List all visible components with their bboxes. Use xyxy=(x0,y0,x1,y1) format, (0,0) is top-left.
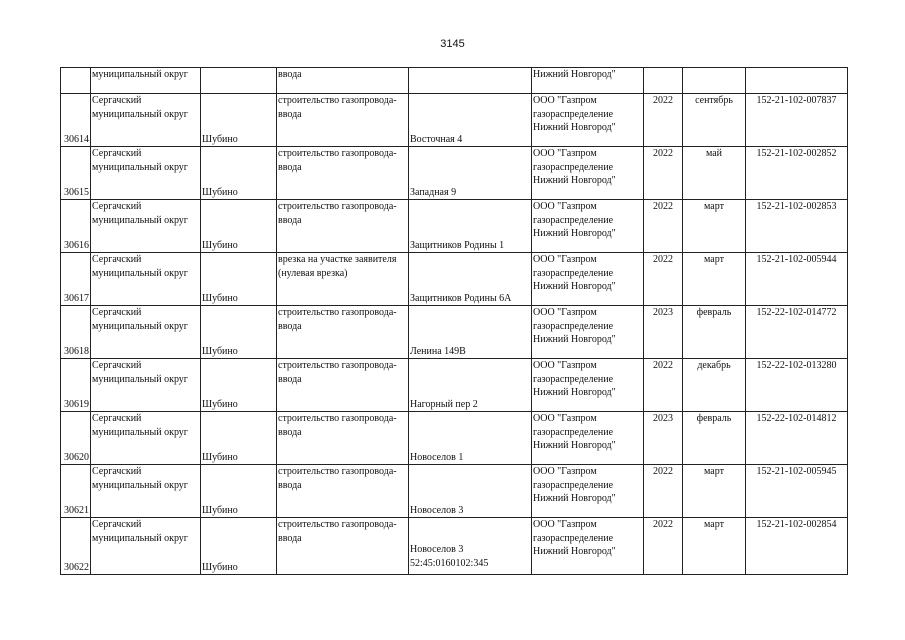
cell-month xyxy=(683,253,746,306)
cell-code xyxy=(746,465,848,518)
cell-address xyxy=(409,412,532,465)
month-text: февраль xyxy=(696,307,732,318)
application-code: 152-21-102-005944 xyxy=(756,254,837,265)
work-type-line-1: строительство газопровода- xyxy=(278,148,397,159)
organization-line-1: ООО "Газпром xyxy=(533,95,597,106)
application-code: 152-21-102-007837 xyxy=(756,95,837,106)
month-text: март xyxy=(704,254,724,265)
work-type-line-2: ввода xyxy=(278,320,302,332)
settlement-text: Шубино xyxy=(202,239,238,251)
table-row-continued xyxy=(61,68,848,94)
year-text: 2022 xyxy=(653,148,673,159)
address-line-1: Защитников Родины 1 xyxy=(410,239,505,251)
cell-year xyxy=(644,412,683,465)
cell-year xyxy=(644,200,683,253)
organization-line-1: ООО "Газпром xyxy=(533,519,597,530)
cell-code xyxy=(746,94,848,147)
address-line-1: Новоселов 3 xyxy=(410,504,464,516)
row-number: 30621 xyxy=(64,504,89,516)
cell-settlement xyxy=(201,94,277,147)
region-type: муниципальный округ xyxy=(92,426,188,438)
cell-work-type xyxy=(277,465,409,518)
cell-organization xyxy=(532,94,644,147)
cell-organization xyxy=(532,147,644,200)
region-type: муниципальный округ xyxy=(92,161,188,173)
organization-text: Нижний Новгород" xyxy=(533,69,616,80)
month-text: март xyxy=(704,201,724,212)
organization-line-2: газораспределение xyxy=(533,161,614,173)
address-line-1: Ленина 149В xyxy=(410,345,466,357)
cell-month xyxy=(683,147,746,200)
application-code: 152-22-102-014812 xyxy=(756,413,837,424)
settlement-text: Шубино xyxy=(202,561,238,573)
region-text: муниципальный округ xyxy=(92,69,188,80)
cell-region xyxy=(91,412,201,465)
year-text: 2022 xyxy=(653,95,673,106)
cell-address xyxy=(409,359,532,412)
cell-number xyxy=(61,359,91,412)
organization-line-2: газораспределение xyxy=(533,267,614,279)
year-text: 2023 xyxy=(653,413,673,424)
address-line-1: Западная 9 xyxy=(410,186,457,198)
year-text: 2022 xyxy=(653,254,673,265)
row-number: 30617 xyxy=(64,292,89,304)
cell-year xyxy=(644,306,683,359)
region-name: Сергачский xyxy=(92,360,142,371)
organization-line-3: Нижний Новгород" xyxy=(533,440,616,451)
settlement-text: Шубино xyxy=(202,504,238,516)
cell-region xyxy=(91,465,201,518)
organization-line-2: газораспределение xyxy=(533,373,614,385)
cell-number xyxy=(61,94,91,147)
organization-line-3: Нижний Новгород" xyxy=(533,334,616,345)
application-code: 152-22-102-013280 xyxy=(756,360,837,371)
row-number: 30615 xyxy=(64,186,89,198)
organization-line-3: Нижний Новгород" xyxy=(533,175,616,186)
settlement-text: Шубино xyxy=(202,345,238,357)
cell-organization xyxy=(532,412,644,465)
cell-month xyxy=(683,412,746,465)
cell-address xyxy=(409,94,532,147)
year-text: 2022 xyxy=(653,360,673,371)
organization-line-3: Нижний Новгород" xyxy=(533,122,616,133)
cell-work-type xyxy=(277,147,409,200)
year-text: 2022 xyxy=(653,201,673,212)
work-type-line-1: строительство газопровода- xyxy=(278,201,397,212)
cell-code xyxy=(746,68,848,94)
cell-region xyxy=(91,306,201,359)
year-text: 2022 xyxy=(653,466,673,477)
cell-year xyxy=(644,359,683,412)
cell-code xyxy=(746,306,848,359)
month-text: сентябрь xyxy=(695,95,733,106)
settlement-text: Шубино xyxy=(202,398,238,410)
cell-work-type xyxy=(277,68,409,94)
work-type-line-2: ввода xyxy=(278,108,302,120)
organization-line-3: Нижний Новгород" xyxy=(533,546,616,557)
cell-address xyxy=(409,518,532,575)
region-type: муниципальный округ xyxy=(92,479,188,491)
cell-number xyxy=(61,465,91,518)
row-number: 30619 xyxy=(64,398,89,410)
cell-settlement xyxy=(201,306,277,359)
cell-number xyxy=(61,200,91,253)
year-text: 2023 xyxy=(653,307,673,318)
cell-address xyxy=(409,306,532,359)
address-line-2: 52:45:0160102:345 xyxy=(410,557,489,569)
month-text: февраль xyxy=(696,413,732,424)
cell-work-type xyxy=(277,200,409,253)
cell-code xyxy=(746,147,848,200)
organization-line-1: ООО "Газпром xyxy=(533,254,597,265)
cell-year xyxy=(644,465,683,518)
region-type: муниципальный округ xyxy=(92,214,188,226)
cell-region xyxy=(91,94,201,147)
settlement-text: Шубино xyxy=(202,186,238,198)
cell-month xyxy=(683,94,746,147)
organization-line-1: ООО "Газпром xyxy=(533,360,597,371)
region-name: Сергачский xyxy=(92,148,142,159)
row-number: 30616 xyxy=(64,239,89,251)
table-row xyxy=(61,412,848,465)
row-number: 30622 xyxy=(64,561,89,573)
organization-line-1: ООО "Газпром xyxy=(533,307,597,318)
organization-line-1: ООО "Газпром xyxy=(533,148,597,159)
cell-code xyxy=(746,200,848,253)
cell-organization xyxy=(532,253,644,306)
address-line-1: Новоселов 3 xyxy=(410,544,464,555)
region-type: муниципальный округ xyxy=(92,373,188,385)
cell-address xyxy=(409,465,532,518)
cell-month xyxy=(683,68,746,94)
cell-code xyxy=(746,253,848,306)
row-number: 30618 xyxy=(64,345,89,357)
cell-region xyxy=(91,68,201,94)
address-line-1: Новоселов 1 xyxy=(410,451,464,463)
work-type-line-1: строительство газопровода- xyxy=(278,519,397,530)
cell-organization xyxy=(532,359,644,412)
work-type-line-1: строительство газопровода- xyxy=(278,307,397,318)
cell-number xyxy=(61,306,91,359)
organization-line-2: газораспределение xyxy=(533,479,614,491)
page-number: 3145 xyxy=(440,38,465,50)
region-type: муниципальный округ xyxy=(92,267,188,279)
settlement-text: Шубино xyxy=(202,133,238,145)
row-number: 30614 xyxy=(64,133,89,145)
month-text: декабрь xyxy=(697,360,731,371)
cell-number xyxy=(61,518,91,575)
cell-work-type xyxy=(277,359,409,412)
work-type-line-2: ввода xyxy=(278,161,302,173)
cell-number xyxy=(61,68,91,94)
cell-settlement xyxy=(201,518,277,575)
work-type-line-1: строительство газопровода- xyxy=(278,466,397,477)
table-row xyxy=(61,306,848,359)
cell-year xyxy=(644,518,683,575)
table-row xyxy=(61,147,848,200)
cell-region xyxy=(91,200,201,253)
cell-month xyxy=(683,306,746,359)
cell-code xyxy=(746,412,848,465)
work-type-text: ввода xyxy=(278,69,302,80)
cell-month xyxy=(683,359,746,412)
month-text: март xyxy=(704,519,724,530)
cell-work-type xyxy=(277,94,409,147)
cell-number xyxy=(61,147,91,200)
organization-line-3: Нижний Новгород" xyxy=(533,493,616,504)
year-text: 2022 xyxy=(653,519,673,530)
cell-work-type xyxy=(277,518,409,575)
month-text: март xyxy=(704,466,724,477)
organization-line-3: Нижний Новгород" xyxy=(533,281,616,292)
table-row xyxy=(61,253,848,306)
cell-month xyxy=(683,518,746,575)
cell-work-type xyxy=(277,412,409,465)
region-type: муниципальный округ xyxy=(92,108,188,120)
cell-region xyxy=(91,253,201,306)
organization-line-1: ООО "Газпром xyxy=(533,413,597,424)
region-type: муниципальный округ xyxy=(92,320,188,332)
organization-line-2: газораспределение xyxy=(533,426,614,438)
cell-settlement xyxy=(201,253,277,306)
cell-year xyxy=(644,68,683,94)
cell-region xyxy=(91,518,201,575)
application-code: 152-22-102-014772 xyxy=(756,307,837,318)
table-row xyxy=(61,200,848,253)
organization-line-2: газораспределение xyxy=(533,532,614,544)
work-type-line-1: строительство газопровода- xyxy=(278,413,397,424)
cell-address xyxy=(409,68,532,94)
cell-region xyxy=(91,147,201,200)
settlement-text: Шубино xyxy=(202,292,238,304)
work-type-line-2: ввода xyxy=(278,373,302,385)
work-type-line-2: ввода xyxy=(278,214,302,226)
cell-work-type xyxy=(277,253,409,306)
address-line-1: Защитников Родины 6А xyxy=(410,292,512,304)
settlement-text: Шубино xyxy=(202,451,238,463)
cell-month xyxy=(683,200,746,253)
cell-settlement xyxy=(201,412,277,465)
application-code: 152-21-102-002853 xyxy=(756,201,837,212)
cell-address xyxy=(409,253,532,306)
cell-organization xyxy=(532,306,644,359)
work-type-line-2: ввода xyxy=(278,426,302,438)
table-row xyxy=(61,518,848,575)
cell-year xyxy=(644,147,683,200)
work-type-line-2: (нулевая врезка) xyxy=(278,267,348,279)
cell-month xyxy=(683,465,746,518)
organization-line-3: Нижний Новгород" xyxy=(533,387,616,398)
cell-organization xyxy=(532,518,644,575)
region-name: Сергачский xyxy=(92,95,142,106)
cell-settlement xyxy=(201,200,277,253)
cell-settlement xyxy=(201,68,277,94)
work-type-line-1: врезка на участке заявителя xyxy=(278,254,397,265)
table-row xyxy=(61,359,848,412)
region-name: Сергачский xyxy=(92,201,142,212)
region-name: Сергачский xyxy=(92,413,142,424)
cell-address xyxy=(409,147,532,200)
organization-line-2: газораспределение xyxy=(533,108,614,120)
cell-number xyxy=(61,253,91,306)
cell-settlement xyxy=(201,147,277,200)
organization-line-1: ООО "Газпром xyxy=(533,466,597,477)
organization-line-2: газораспределение xyxy=(533,214,614,226)
work-type-line-2: ввода xyxy=(278,479,302,491)
cell-settlement xyxy=(201,465,277,518)
address-line-1: Восточная 4 xyxy=(410,133,463,145)
cell-region xyxy=(91,359,201,412)
work-type-line-2: ввода xyxy=(278,532,302,544)
cell-code xyxy=(746,518,848,575)
cell-organization xyxy=(532,200,644,253)
cell-address xyxy=(409,200,532,253)
cell-organization xyxy=(532,68,644,94)
organization-line-3: Нижний Новгород" xyxy=(533,228,616,239)
organization-line-1: ООО "Газпром xyxy=(533,201,597,212)
month-text: май xyxy=(705,148,723,159)
application-code: 152-21-102-002852 xyxy=(756,148,837,159)
table-row xyxy=(61,94,848,147)
cell-year xyxy=(644,253,683,306)
cell-year xyxy=(644,94,683,147)
region-name: Сергачский xyxy=(92,254,142,265)
table-row xyxy=(61,465,848,518)
address-line-1: Нагорный пер 2 xyxy=(410,398,478,410)
cell-code xyxy=(746,359,848,412)
region-name: Сергачский xyxy=(92,519,142,530)
work-type-line-1: строительство газопровода- xyxy=(278,95,397,106)
cell-organization xyxy=(532,465,644,518)
organization-line-2: газораспределение xyxy=(533,320,614,332)
cell-number xyxy=(61,412,91,465)
application-code: 152-21-102-005945 xyxy=(756,466,837,477)
cell-settlement xyxy=(201,359,277,412)
region-name: Сергачский xyxy=(92,307,142,318)
application-code: 152-21-102-002854 xyxy=(756,519,837,530)
region-name: Сергачский xyxy=(92,466,142,477)
row-number: 30620 xyxy=(64,451,89,463)
cell-work-type xyxy=(277,306,409,359)
gasification-registry-table xyxy=(60,67,848,575)
region-type: муниципальный округ xyxy=(92,532,188,544)
work-type-line-1: строительство газопровода- xyxy=(278,360,397,371)
